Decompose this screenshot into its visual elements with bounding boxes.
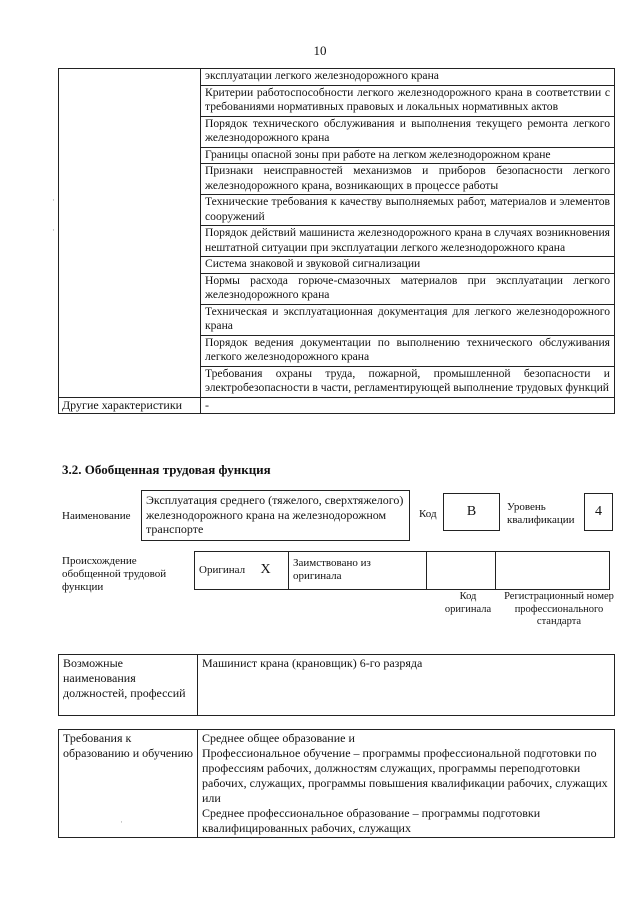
- knowledge-item: Границы опасной зоны при работе на легком железнодорожном кране: [201, 147, 615, 164]
- name-label: Наименование: [62, 510, 131, 522]
- knowledge-item: Система знаковой и звуковой сигнализации: [201, 257, 615, 274]
- page-number: 10: [313, 43, 327, 58]
- binding-mark: ·: [120, 817, 123, 827]
- positions-label: Возможные наименования должностей, профессий: [59, 655, 198, 716]
- knowledge-label-cell: [59, 69, 201, 398]
- function-name-box: Эксплуатация среднего (тяжелого, сверхтяжелого) железнодорожного крана на железнодорожном транспорте: [141, 490, 410, 541]
- binding-mark: ·: [52, 195, 55, 205]
- table-row: [59, 69, 615, 86]
- borrowed-label: Заимствовано из оригинала: [289, 552, 427, 590]
- education-line: Среднее профессиональное образование – программы подготовки квалифицированных рабочих, служащих: [202, 806, 541, 835]
- binding-mark: ·: [52, 225, 55, 235]
- knowledge-item: Порядок технического обслуживания и выполнения текущего ремонта легкого железнодорожного крана: [201, 116, 615, 147]
- knowledge-item: Требования охраны труда, пожарной, промышленной безопасности и электробезопасности в части, регламентирующей выполнение трудовых функций: [201, 366, 615, 397]
- knowledge-item: Порядок ведения документации по выполнению технического обслуживания легкого железнодорожного крана: [201, 335, 615, 366]
- level-value-box: 4: [584, 493, 613, 531]
- education-table: [58, 729, 615, 838]
- knowledge-table: [58, 68, 615, 414]
- knowledge-item: Критерии работоспособности легкого железнодорожного крана в соответствии с требованиями нормативных правовых и локальных нормативных актов: [201, 85, 615, 116]
- knowledge-item: Нормы расхода горюче-смазочных материалов при эксплуатации легкого железнодорожного крана: [201, 273, 615, 304]
- level-label: Уровень квалификации: [507, 501, 575, 526]
- table-row: [195, 552, 610, 590]
- section-title: 3.2. Обобщенная трудовая функция: [62, 462, 271, 477]
- education-line: или: [202, 791, 221, 805]
- original-mark: X: [257, 552, 289, 590]
- code-value-box: B: [443, 493, 500, 531]
- origin-table: [194, 551, 610, 590]
- original-label: Оригинал: [195, 552, 257, 590]
- registration-caption: Регистрационный номер профессионального стандарта: [504, 591, 614, 627]
- table-row: [59, 730, 615, 838]
- table-row: [59, 397, 615, 414]
- education-value: [198, 730, 615, 838]
- education-line: Среднее общее образование и: [202, 731, 355, 745]
- other-characteristics-value: -: [201, 397, 615, 414]
- origin-label: Происхождение обобщенной трудовой функции: [62, 555, 167, 593]
- table-row: [59, 655, 615, 716]
- knowledge-item: эксплуатации легкого железнодорожного крана: [201, 69, 615, 86]
- positions-value: Машинист крана (крановщик) 6-го разряда: [198, 655, 615, 716]
- knowledge-item: Порядок действий машиниста железнодорожного крана в случаях возникновения нештатной ситуации при эксплуатации легкого железнодорожного крана: [201, 226, 615, 257]
- registration-number-cell: [496, 552, 610, 590]
- code-caption: Код оригинала: [444, 591, 492, 615]
- positions-table: [58, 654, 615, 716]
- original-code-cell: [427, 552, 496, 590]
- education-line: Профессиональное обучение – программы профессиональной подготовки по профессиям рабочих, должностям служащих, программы переподготовки рабочих, служащих, программы повышения квалификации рабочих, служащих: [202, 746, 608, 790]
- knowledge-item: Технические требования к качеству выполняемых работ, материалов и элементов сооружений: [201, 195, 615, 226]
- knowledge-item: Техническая и эксплуатационная документация для легкого железнодорожного крана: [201, 304, 615, 335]
- education-label: Требования к образованию и обучению: [59, 730, 198, 838]
- knowledge-item: Признаки неисправностей механизмов и приборов безопасности легкого железнодорожного крана, возникающих в процессе работы: [201, 164, 615, 195]
- other-characteristics-label: Другие характеристики: [59, 397, 201, 414]
- code-label: Код: [419, 508, 437, 520]
